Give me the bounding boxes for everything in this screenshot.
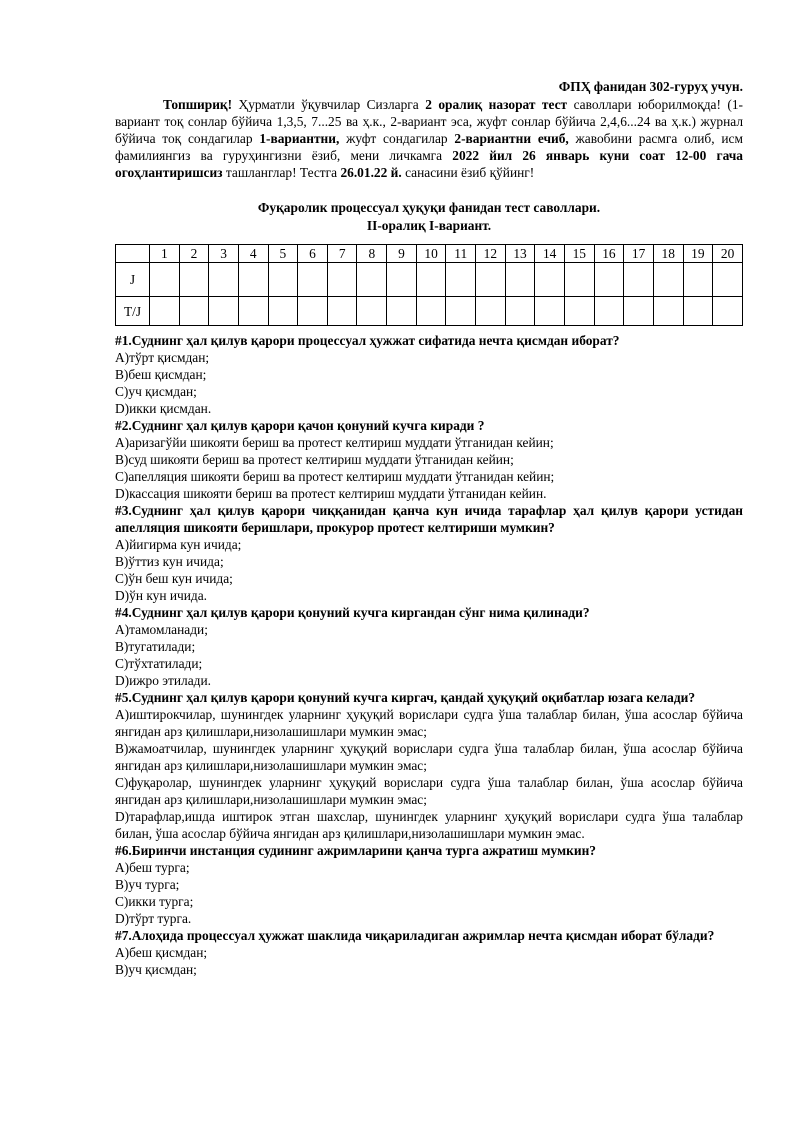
answer-option: C)уч қисмдан; [115,384,197,399]
row-label-j: J [116,263,150,297]
column-number: 7 [327,245,357,263]
answer-option: B)уч турга; [115,877,180,892]
answer-cell[interactable] [387,263,417,297]
answer-cell[interactable] [327,263,357,297]
column-number: 12 [476,245,506,263]
answer-cell[interactable] [476,263,506,297]
answer-option: A)йигирма кун ичида; [115,537,242,552]
question-block [115,927,743,978]
answer-cell[interactable] [446,263,476,297]
title-line-2: II-оралиқ I-вариант. [366,218,492,233]
course-line: ФПҲ фанидан 302-гуруҳ учун. [558,79,743,94]
answer-cell[interactable] [683,263,713,297]
answer-cell[interactable] [238,263,268,297]
column-number: 19 [683,245,713,263]
answer-option: D)икки қисмдан. [115,401,212,416]
column-number: 15 [564,245,594,263]
answer-option: D)ижро этилади. [115,673,212,688]
answer-cell[interactable] [357,297,387,326]
task-bold: 2-вариантни ечиб, [454,131,569,146]
task-bold: 2 оралиқ назорат тест [425,97,568,112]
column-number: 2 [179,245,209,263]
question-block [115,502,743,604]
column-number: 17 [624,245,654,263]
answer-cell[interactable] [683,297,713,326]
question-text: #2.Суднинг ҳал қилув қарори қачон қонуний кучга киради ? [115,418,485,433]
answer-cell[interactable] [564,297,594,326]
column-number: 5 [268,245,298,263]
answer-option: D)ўн кун ичида. [115,588,208,603]
question-block [115,417,743,502]
task-text: жуфт сондагилар [339,131,455,146]
answer-option: C)ўн беш кун ичида; [115,571,233,586]
question-text: #7.Алоҳида процессуал ҳужжат шаклида чиқариладиган ажримлар нечта қисмдан иборат бўлади? [115,928,715,943]
task-lead: Топшириқ! [163,97,233,112]
answer-cell[interactable] [387,297,417,326]
column-number: 1 [150,245,180,263]
column-number: 4 [238,245,268,263]
answer-cell[interactable] [150,297,180,326]
column-number: 18 [653,245,683,263]
answer-option: A)беш қисмдан; [115,945,208,960]
answer-cell[interactable] [416,297,446,326]
column-number: 14 [535,245,565,263]
question-text: #6.Биринчи инстанция судининг ажримларини қанча турга ажратиш мумкин? [115,843,597,858]
task-text: саволлари юборилмоқда! (1-вариант тоқ сонлар бўйича 1,3,5, 7...25 ва ҳ.к., 2-вариант эса, жуфт сонлар бўйича 2,4,6...24 ва ҳ.к.) журнал бўйича тоқ сондагилар [115,97,744,146]
answer-option: A)иштирокчилар, шунингдек уларнинг ҳуқуқий ворислари судга ўша талаблар билан, ўша асослар бўйича янгидан арз қилишлари,низолашишлари мумкин эмас; [115,707,743,739]
column-number: 8 [357,245,387,263]
question-block [115,689,743,842]
answer-cell[interactable] [476,297,506,326]
answer-cell[interactable] [564,263,594,297]
question-block [115,332,743,417]
answer-cell[interactable] [624,263,654,297]
task-paragraph [115,96,743,181]
answer-option: A)тамомланади; [115,622,208,637]
answer-option: C)тўхтатилади; [115,656,203,671]
answer-table-row-tj [116,297,743,326]
answer-table [115,244,743,326]
answer-option: B)тугатилади; [115,639,196,654]
answer-cell[interactable] [357,263,387,297]
column-number: 20 [713,245,743,263]
answer-cell[interactable] [535,297,565,326]
answer-option: B)ўттиз кун ичида; [115,554,224,569]
column-number: 9 [387,245,417,263]
answer-cell[interactable] [653,297,683,326]
answer-cell[interactable] [209,263,239,297]
answer-option: C)апелляция шикояти бериш ва протест келтириш муддати ўтганидан кейин; [115,469,555,484]
answer-option: B)беш қисмдан; [115,367,207,382]
answer-cell[interactable] [179,263,209,297]
answer-cell[interactable] [298,263,328,297]
column-number: 11 [446,245,476,263]
answer-cell[interactable] [179,297,209,326]
answer-cell[interactable] [653,263,683,297]
task-text: ташланглар! Тестга [222,165,341,180]
column-number: 6 [298,245,328,263]
answer-table-row-j [116,263,743,297]
question-list [115,332,743,978]
answer-cell[interactable] [268,297,298,326]
task-bold: 1-вариантни, [259,131,340,146]
column-number: 13 [505,245,535,263]
answer-cell[interactable] [150,263,180,297]
answer-option: D)тарафлар,ишда иштирок этган шахслар, шунингдек уларнинг ҳуқуқий ворислари судга ўша талаблар билан, ўша асослар бўйича янгидан арз қилишлари,низолашишлари мумкин эмас. [115,809,743,841]
answer-cell[interactable] [416,263,446,297]
answer-option: C)икки турга; [115,894,194,909]
answer-option: A)беш турга; [115,860,190,875]
answer-cell[interactable] [209,297,239,326]
answer-option: B)суд шикояти бериш ва протест келтириш муддати ўтганидан кейин; [115,452,514,467]
task-text: жавобини расмга олиб, исм фамилиянгиз ва гуруҳингизни ёзиб, мени личкамга [115,131,743,163]
question-block [115,842,743,927]
answer-option: D)тўрт турга. [115,911,192,926]
answer-option: A)тўрт қисмдан; [115,350,210,365]
answer-option: B)жамоатчилар, шунингдек уларнинг ҳуқуқий ворислари судга ўша талаблар билан, ўша асослар бўйича янгидан арз қилишлари,низолашишлари мумкин эмас; [115,741,743,773]
answer-cell[interactable] [298,297,328,326]
answer-cell[interactable] [505,263,535,297]
answer-option: B)уч қисмдан; [115,962,197,977]
answer-cell[interactable] [594,263,624,297]
task-bold: 26.01.22 й. [340,165,402,180]
answer-cell[interactable] [238,297,268,326]
answer-option: A)аризагўйи шикояти бериш ва протест келтириш муддати ўтганидан кейин; [115,435,554,450]
answer-cell[interactable] [713,297,743,326]
question-text: #3.Суднинг ҳал қилув қарори чиққанидан қанча кун ичида тарафлар ҳал қилув қарори устидан апелляция шикояти беришлари, прокурор протест келтириши мумкин? [115,503,743,535]
question-text: #4.Суднинг ҳал қилув қарори қонуний кучга киргандан сўнг нима қилинади? [115,605,590,620]
task-text: санасини ёзиб қўйинг! [401,165,535,180]
title-line-1: Фуқаролик процессуал ҳуқуқи фанидан тест саволлари. [257,200,601,215]
answer-cell[interactable] [535,263,565,297]
answer-table-header [116,245,743,263]
answer-cell[interactable] [327,297,357,326]
column-number: 3 [209,245,239,263]
answer-option: C)фуқаролар, шунингдек уларнинг ҳуқуқий ворислари судга ўша талаблар билан, ўша асослар бўйича янгидан арз қилишлари,низолашишлари мумкин эмас; [115,775,743,807]
column-number: 16 [594,245,624,263]
answer-cell[interactable] [505,297,535,326]
task-bold: 2022 йил 26 январь куни соат 12-00 гача огоҳлантиришсиз [115,148,743,180]
task-text: Ҳурматли ўқувчилар Сизларга [232,97,426,112]
question-text: #1.Суднинг ҳал қилув қарори процессуал ҳужжат сифатида нечта қисмдан иборат? [115,333,620,348]
answer-cell[interactable] [446,297,476,326]
answer-cell[interactable] [268,263,298,297]
question-text: #5.Суднинг ҳал қилув қарори қонуний кучга киргач, қандай ҳуқуқий оқибатлар юзага келади? [115,690,696,705]
row-label-tj: T/J [116,297,150,326]
test-title [115,199,743,235]
answer-cell[interactable] [713,263,743,297]
question-block [115,604,743,689]
answer-cell[interactable] [624,297,654,326]
document-page [115,78,743,978]
answer-cell[interactable] [594,297,624,326]
corner-cell [116,245,150,263]
column-number: 10 [416,245,446,263]
answer-option: D)кассация шикояти бериш ва протест келтириш муддати ўтганидан кейин. [115,486,547,501]
